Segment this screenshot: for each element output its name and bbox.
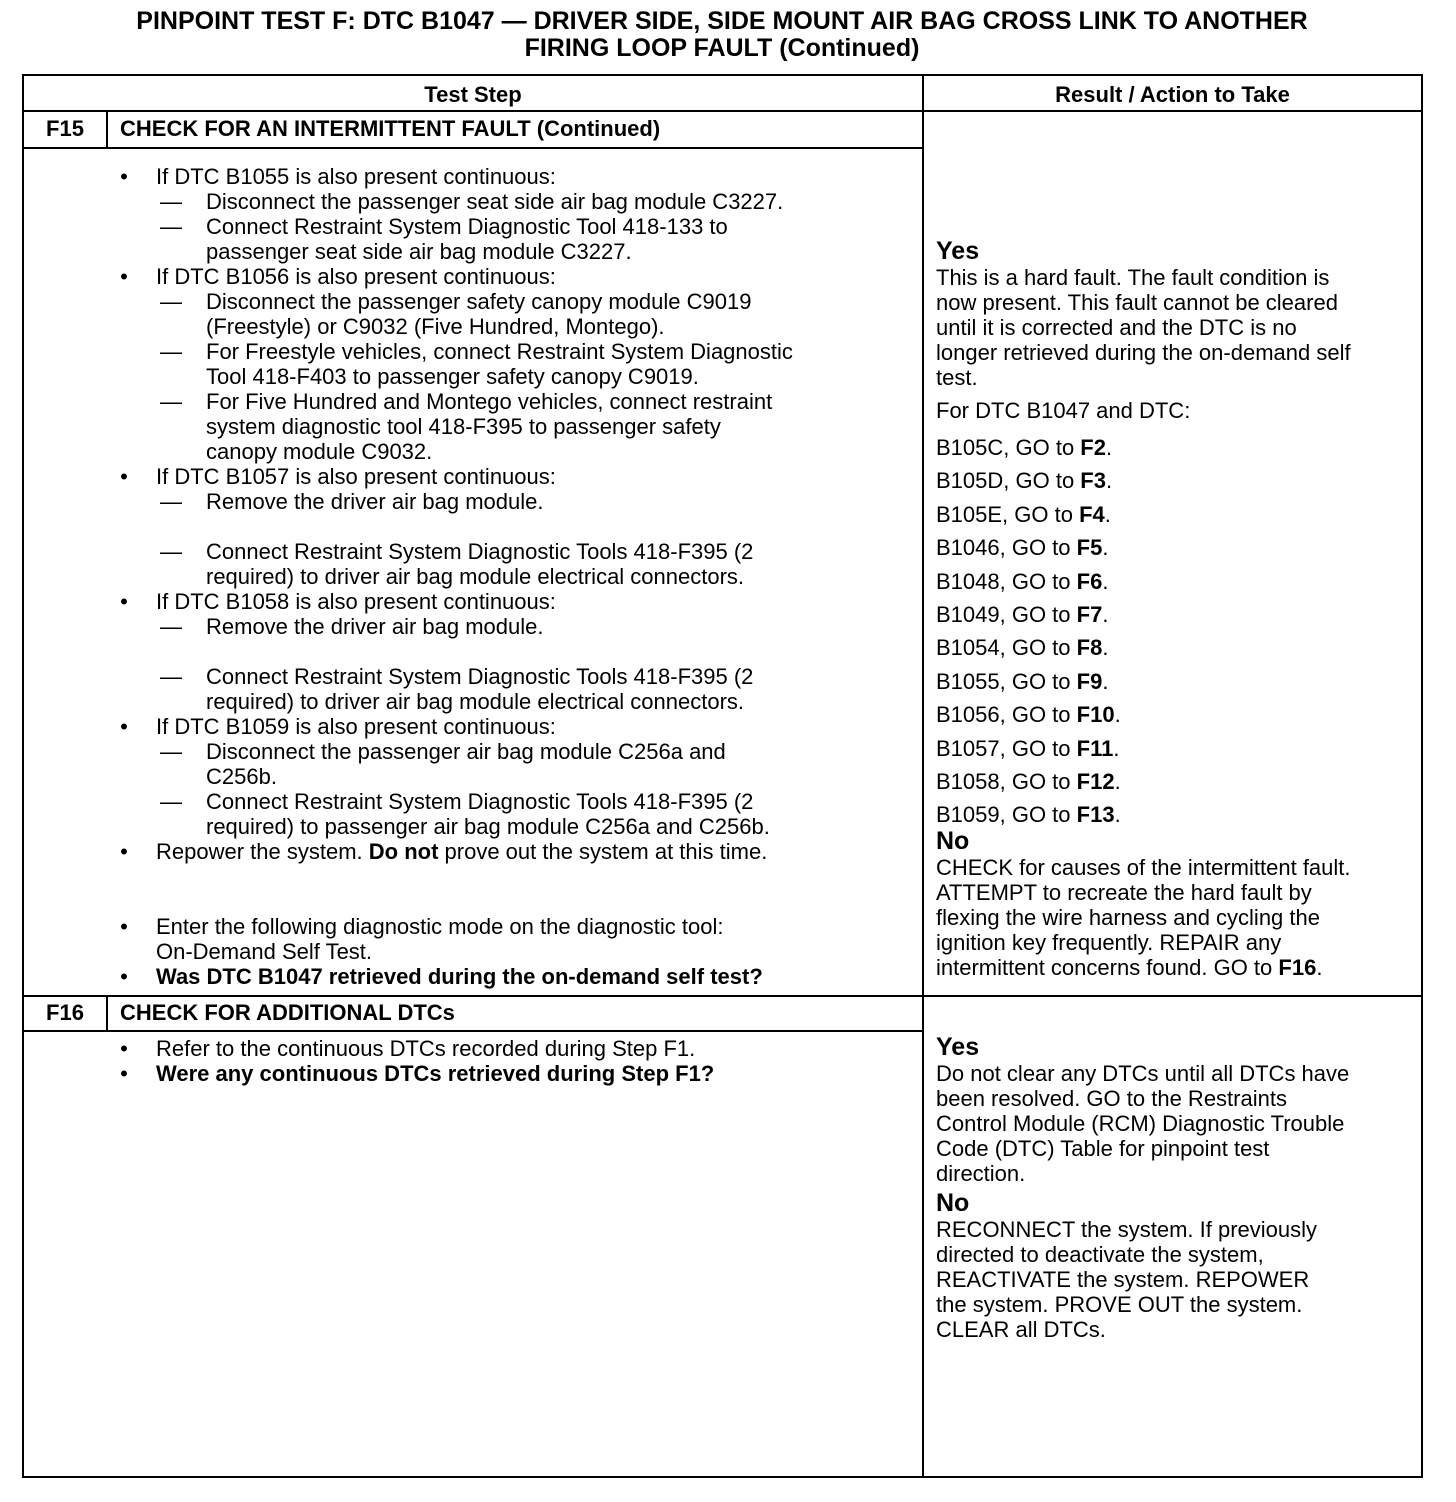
goto-item: B1059, GO to F13. bbox=[936, 802, 1121, 828]
text-line: been resolved. GO to the Restraints bbox=[936, 1086, 1287, 1111]
goto-item: B1049, GO to F7. bbox=[936, 601, 1109, 627]
list-item bbox=[116, 914, 916, 939]
item-text: If DTC B1057 is also present continuous: bbox=[156, 464, 556, 489]
dash-icon: — bbox=[160, 539, 182, 564]
text-line: direction. bbox=[936, 1161, 1026, 1186]
sub-list-item bbox=[116, 564, 916, 589]
result-yes-label: Yes bbox=[936, 237, 980, 265]
result-yes-text-f16 bbox=[936, 1061, 1422, 1186]
text-line: Code (DTC) Table for pinpoint test bbox=[936, 1136, 1270, 1161]
goto-item: B1054, GO to F8. bbox=[936, 635, 1109, 661]
item-text: canopy module C9032. bbox=[206, 439, 433, 464]
item-text: Connect Restraint System Diagnostic Tools 418-F395 (2 bbox=[206, 539, 754, 564]
goto-step: F10 bbox=[1076, 702, 1115, 728]
list-item bbox=[116, 589, 916, 614]
text-line: This is a hard fault. The fault condition is bbox=[936, 265, 1330, 290]
goto-item: B1058, GO to F12. bbox=[936, 768, 1121, 794]
text-line: longer retrieved during the on-demand self bbox=[936, 340, 1351, 365]
f15-f16-rule bbox=[24, 995, 1421, 997]
goto-code: B1056, GO to bbox=[936, 702, 1077, 728]
item-bold-text: Were any continuous DTCs retrieved during Step F1? bbox=[156, 1061, 715, 1086]
step-number-f15: F15 bbox=[46, 116, 84, 141]
result-f15 bbox=[936, 238, 1422, 980]
text-line: REACTIVATE the system. REPOWER bbox=[936, 1267, 1310, 1292]
bullet-icon: • bbox=[120, 914, 128, 939]
goto-step: F3 bbox=[1080, 468, 1106, 494]
dash-icon: — bbox=[160, 214, 182, 239]
goto-item: B1048, GO to F6. bbox=[936, 568, 1109, 594]
spacer bbox=[116, 639, 916, 664]
goto-code: B1059, GO to bbox=[936, 802, 1077, 828]
item-text: For Freestyle vehicles, connect Restraint System Diagnostic bbox=[206, 339, 793, 364]
result-yes-text bbox=[936, 265, 1422, 390]
item-text: prove out the system at this time. bbox=[438, 839, 768, 864]
goto-code: B1058, GO to bbox=[936, 768, 1077, 794]
bullet-icon: • bbox=[120, 1061, 128, 1086]
sub-list-item bbox=[116, 764, 916, 789]
item-text: Disconnect the passenger safety canopy module C9019 bbox=[206, 289, 752, 314]
result-no-text-f16 bbox=[936, 1217, 1422, 1342]
title-line-1: PINPOINT TEST F: DTC B1047 — DRIVER SIDE, SIDE MOUNT AIR BAG CROSS LINK TO ANOTHER bbox=[136, 7, 1308, 35]
title-line-2: FIRING LOOP FAULT (Continued) bbox=[524, 34, 920, 62]
sub-list-item bbox=[116, 214, 916, 239]
item-text: Remove the driver air bag module. bbox=[206, 614, 544, 639]
text-line: RECONNECT the system. If previously bbox=[936, 1217, 1318, 1242]
goto-step: F11 bbox=[1076, 735, 1114, 761]
goto-code: B1048, GO to bbox=[936, 568, 1077, 594]
bullet-icon: • bbox=[120, 1036, 128, 1061]
header-result-action: Result / Action to Take bbox=[1055, 82, 1290, 107]
text-line: flexing the wire harness and cycling the bbox=[936, 904, 1320, 930]
result-f16 bbox=[936, 1034, 1422, 1342]
goto-item: B1055, GO to F9. bbox=[936, 668, 1109, 694]
f16-title-rule bbox=[24, 1030, 922, 1032]
text-line: ATTEMPT to recreate the hard fault by bbox=[936, 879, 1312, 905]
sub-list-item bbox=[116, 439, 916, 464]
dash-icon: — bbox=[160, 489, 182, 514]
dash-icon: — bbox=[160, 739, 182, 764]
dash-icon: — bbox=[160, 389, 182, 414]
item-text: required) to driver air bag module electrical connectors. bbox=[206, 564, 745, 589]
goto-code: B105D, GO to bbox=[936, 468, 1081, 494]
header-test-step: Test Step bbox=[424, 82, 522, 107]
step-number-divider-f15 bbox=[106, 111, 108, 148]
item-text: (Freestyle) or C9032 (Five Hundred, Montego). bbox=[206, 314, 665, 339]
item-text: C256b. bbox=[206, 764, 277, 789]
dash-icon: — bbox=[160, 789, 182, 814]
goto-item: B1057, GO to F11. bbox=[936, 735, 1120, 761]
goto-item: B105D, GO to F3. bbox=[936, 468, 1113, 494]
text-line: CLEAR all DTCs. bbox=[936, 1317, 1106, 1342]
list-item bbox=[116, 939, 916, 964]
goto-code: B1054, GO to bbox=[936, 635, 1077, 661]
item-text: system diagnostic tool 418-F395 to passenger safety bbox=[206, 414, 721, 439]
result-no-last-line: intermittent concerns found. GO to F16. bbox=[936, 954, 1323, 980]
list-item bbox=[116, 964, 916, 989]
goto-step: F7 bbox=[1076, 601, 1103, 627]
text-line: Do not clear any DTCs until all DTCs have bbox=[936, 1061, 1350, 1086]
spacer bbox=[116, 864, 916, 889]
item-text: Disconnect the passenger air bag module C256a and bbox=[206, 739, 726, 764]
step-body-f16 bbox=[116, 1036, 916, 1086]
goto-code: B1057, GO to bbox=[936, 735, 1077, 761]
item-text: Disconnect the passenger seat side air bag module C3227. bbox=[206, 189, 784, 214]
pinpoint-table bbox=[22, 74, 1423, 1478]
item-text: Remove the driver air bag module. bbox=[206, 489, 544, 514]
text-line: the system. PROVE OUT the system. bbox=[936, 1292, 1303, 1317]
item-text: Repower the system. bbox=[156, 839, 369, 864]
list-item bbox=[116, 839, 916, 864]
item-text: Connect Restraint System Diagnostic Tool 418-133 to bbox=[206, 214, 728, 239]
result-no-label: No bbox=[936, 826, 970, 855]
item-text: Connect Restraint System Diagnostic Tools 418-F395 (2 bbox=[206, 664, 754, 689]
item-text: If DTC B1058 is also present continuous: bbox=[156, 589, 556, 614]
list-item bbox=[116, 264, 916, 289]
text-line: CHECK for causes of the intermittent fault. bbox=[936, 854, 1351, 880]
item-text: If DTC B1055 is also present continuous: bbox=[156, 164, 556, 189]
sub-list-item bbox=[116, 414, 916, 439]
goto-step: F9 bbox=[1076, 668, 1103, 694]
for-dtc-label: For DTC B1047 and DTC: bbox=[936, 398, 1191, 423]
item-text: Enter the following diagnostic mode on the diagnostic tool: bbox=[156, 914, 724, 939]
goto-step: F6 bbox=[1076, 568, 1103, 594]
item-bold-text: Was DTC B1047 retrieved during the on-demand self test? bbox=[156, 964, 763, 989]
sub-list-item bbox=[116, 489, 916, 514]
goto-step: F4 bbox=[1079, 501, 1105, 527]
step-title-f16: CHECK FOR ADDITIONAL DTCs bbox=[120, 1000, 455, 1025]
item-bold-text: Do not bbox=[368, 839, 439, 864]
result-no-label-f16: No bbox=[936, 1189, 970, 1217]
goto-step: F5 bbox=[1076, 535, 1103, 561]
bullet-icon: • bbox=[120, 464, 128, 489]
text-line: directed to deactivate the system, bbox=[936, 1242, 1264, 1267]
text-line: until it is corrected and the DTC is no bbox=[936, 315, 1297, 340]
sub-list-item bbox=[116, 739, 916, 764]
goto-step: F2 bbox=[1080, 435, 1106, 460]
spacer bbox=[116, 514, 916, 539]
text-line: now present. This fault cannot be cleared bbox=[936, 290, 1338, 315]
goto-item: B105E, GO to F4. bbox=[936, 501, 1111, 527]
goto-code: B1049, GO to bbox=[936, 601, 1077, 627]
text-line: Control Module (RCM) Diagnostic Trouble bbox=[936, 1111, 1345, 1136]
item-text: If DTC B1056 is also present continuous: bbox=[156, 264, 556, 289]
item-text: required) to driver air bag module electrical connectors. bbox=[206, 689, 745, 714]
sub-list-item bbox=[116, 664, 916, 689]
item-text: If DTC B1059 is also present continuous: bbox=[156, 714, 556, 739]
column-divider bbox=[922, 76, 924, 1476]
bullet-icon: • bbox=[120, 164, 128, 189]
item-text: On-Demand Self Test. bbox=[156, 939, 373, 964]
sub-list-item bbox=[116, 814, 916, 839]
result-no-text bbox=[936, 855, 1422, 955]
item-text: Refer to the continuous DTCs recorded during Step F1. bbox=[156, 1036, 696, 1061]
sub-list-item bbox=[116, 314, 916, 339]
goto-item: B1056, GO to F10. bbox=[936, 702, 1121, 728]
bullet-icon: • bbox=[120, 714, 128, 739]
goto-list bbox=[936, 431, 1422, 832]
goto-item: B1046, GO to F5. bbox=[936, 535, 1109, 561]
result-yes-label-f16: Yes bbox=[936, 1033, 980, 1061]
goto-step: F8 bbox=[1076, 635, 1103, 661]
goto-code: B1055, GO to bbox=[936, 668, 1077, 694]
goto-code: B105C, GO to bbox=[936, 435, 1081, 460]
sub-list-item bbox=[116, 239, 916, 264]
item-text: passenger seat side air bag module C3227. bbox=[206, 239, 632, 264]
step-title-f15: CHECK FOR AN INTERMITTENT FAULT (Continued) bbox=[120, 116, 661, 141]
item-text: Tool 418-F403 to passenger safety canopy C9019. bbox=[206, 364, 699, 389]
dash-icon: — bbox=[160, 289, 182, 314]
goto-step: F12 bbox=[1076, 768, 1115, 794]
no-last-text: intermittent concerns found. GO to bbox=[936, 954, 1279, 980]
dash-icon: — bbox=[160, 189, 182, 214]
sub-list-item bbox=[116, 364, 916, 389]
dash-icon: — bbox=[160, 339, 182, 364]
step-body-f15 bbox=[116, 164, 916, 989]
sub-list-item bbox=[116, 689, 916, 714]
goto-item: B105C, GO to F2. bbox=[936, 435, 1113, 460]
text-line: ignition key frequently. REPAIR any bbox=[936, 929, 1282, 955]
item-text: required) to passenger air bag module C256a and C256b. bbox=[206, 814, 770, 839]
bullet-icon: • bbox=[120, 964, 128, 989]
sub-list-item bbox=[116, 289, 916, 314]
bullet-icon: • bbox=[120, 264, 128, 289]
sub-list-item bbox=[116, 339, 916, 364]
sub-list-item bbox=[116, 389, 916, 414]
list-item bbox=[116, 1036, 916, 1061]
page-title bbox=[22, 8, 1422, 62]
item-text: Connect Restraint System Diagnostic Tools 418-F395 (2 bbox=[206, 789, 754, 814]
goto-code: B105E, GO to bbox=[936, 501, 1080, 527]
goto-code: B1046, GO to bbox=[936, 535, 1077, 561]
sub-list-item bbox=[116, 189, 916, 214]
sub-list-item bbox=[116, 614, 916, 639]
f15-title-rule bbox=[24, 147, 922, 149]
sub-list-item bbox=[116, 789, 916, 814]
sub-list-item bbox=[116, 539, 916, 564]
spacer bbox=[116, 889, 916, 914]
item-text: For Five Hundred and Montego vehicles, connect restraint bbox=[206, 389, 773, 414]
dash-icon: — bbox=[160, 664, 182, 689]
text-line: test. bbox=[936, 365, 978, 390]
step-number-f16: F16 bbox=[46, 1000, 84, 1025]
step-number-divider-f16 bbox=[106, 996, 108, 1031]
bullet-icon: • bbox=[120, 589, 128, 614]
list-item bbox=[116, 1061, 916, 1086]
goto-step: F13 bbox=[1076, 802, 1115, 828]
goto-step-f16-link: F16 bbox=[1278, 954, 1317, 980]
list-item bbox=[116, 714, 916, 739]
list-item bbox=[116, 164, 916, 189]
list-item bbox=[116, 464, 916, 489]
dash-icon: — bbox=[160, 614, 182, 639]
bullet-icon: • bbox=[120, 839, 128, 864]
